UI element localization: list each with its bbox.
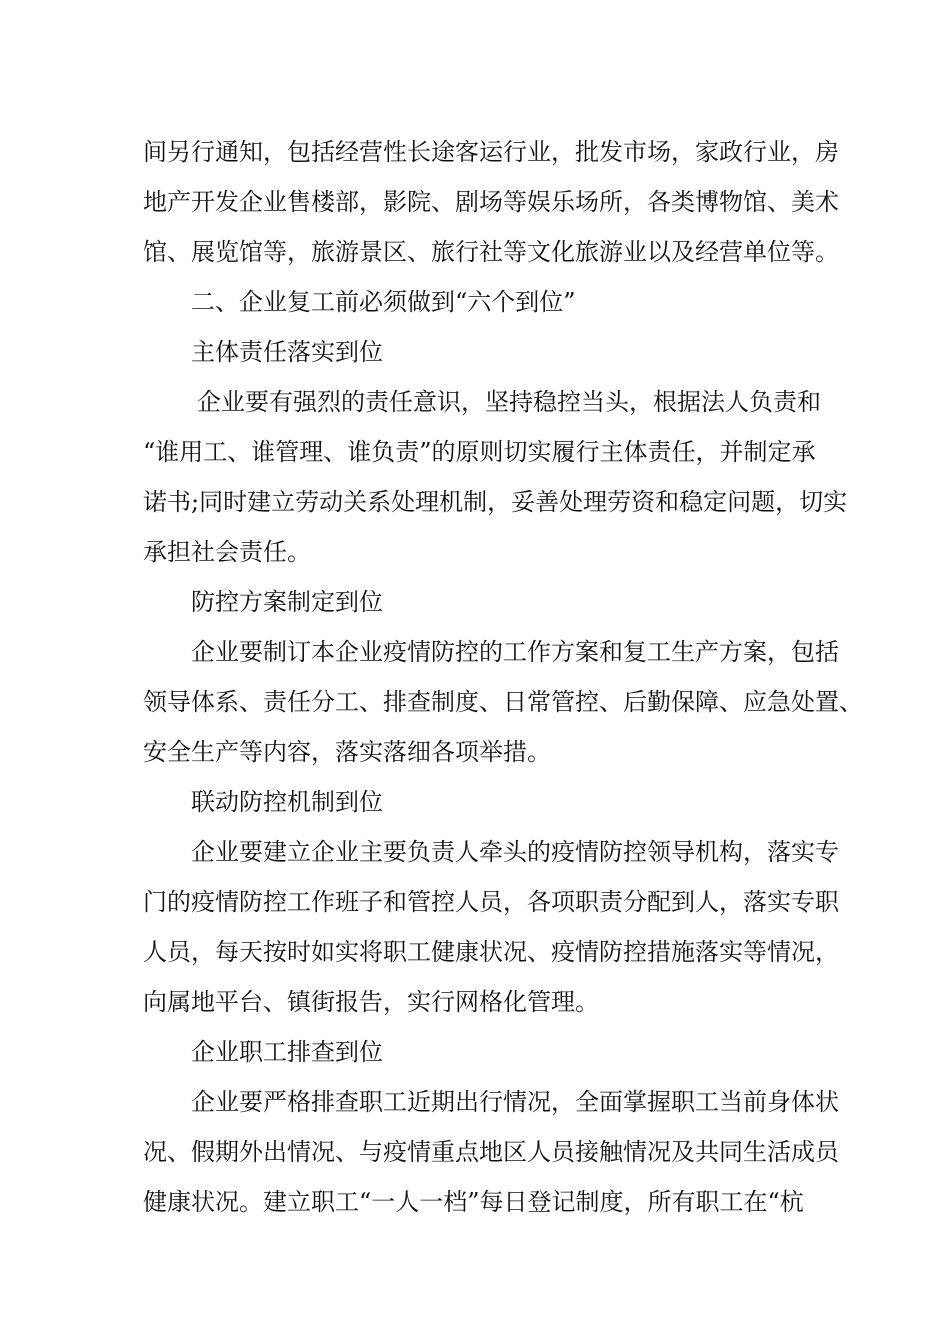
body-text-line: 馆、展览馆等，旅游景区、旅行社等文化旅游业以及经营单位等。 (143, 238, 839, 266)
body-text-line: 况、假期外出情况、与疫情重点地区人员接触情况及共同生活成员 (143, 1138, 839, 1166)
body-text-line: 人员，每天按时如实将职工健康状况、疫情防控措施落实等情况， (143, 938, 839, 966)
body-text-line: 承担社会责任。 (143, 538, 311, 566)
subsection-heading: 主体责任落实到位 (191, 338, 383, 366)
body-text-line: 企业要制订本企业疫情防控的工作方案和复工生产方案，包括 (191, 638, 839, 666)
body-text-line: 门的疫情防控工作班子和管控人员，各项职责分配到人，落实专职 (143, 888, 839, 916)
body-text-line: 企业要有强烈的责任意识，坚持稳控当头，根据法人负责和 (197, 388, 821, 416)
body-text-line: 间另行通知，包括经营性长途客运行业，批发市场，家政行业，房 (143, 138, 839, 166)
body-text-line: 诺书;同时建立劳动关系处理机制，妥善处理劳资和稳定问题，切实 (143, 488, 848, 516)
body-text-line: 领导体系、责任分工、排查制度、日常管控、后勤保障、应急处置、 (143, 688, 863, 716)
subsection-heading: 防控方案制定到位 (191, 588, 383, 616)
section-heading: 二、企业复工前必须做到“六个到位” (191, 288, 576, 316)
subsection-heading: 企业职工排查到位 (191, 1038, 383, 1066)
body-text-line: 企业要建立企业主要负责人牵头的疫情防控领导机构，落实专 (191, 838, 839, 866)
body-text-line: 安全生产等内容，落实落细各项举措。 (143, 738, 551, 766)
body-text-line: 向属地平台、镇街报告，实行网格化管理。 (143, 988, 599, 1016)
body-text-line: “谁用工、谁管理、谁负责”的原则切实履行主体责任，并制定承 (143, 438, 816, 466)
subsection-heading: 联动防控机制到位 (191, 788, 383, 816)
body-text-line: 健康状况。建立职工“一人一档”每日登记制度，所有职工在“杭 (143, 1188, 804, 1216)
body-text-line: 企业要严格排查职工近期出行情况，全面掌握职工当前身体状 (191, 1088, 839, 1116)
body-text-line: 地产开发企业售楼部，影院、剧场等娱乐场所，各类博物馆、美术 (143, 188, 839, 216)
